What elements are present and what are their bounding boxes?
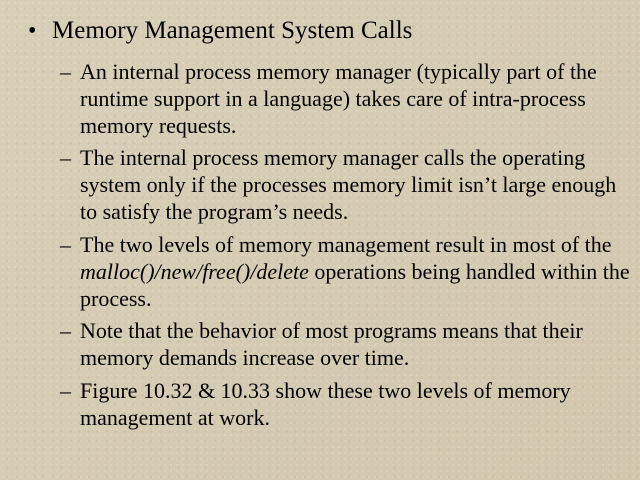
sub-bullet-text: An internal process memory manager (typically part of the runtime support in a language) takes care of intra-process memory requests. bbox=[80, 59, 597, 138]
dash-icon: – bbox=[60, 59, 71, 84]
bullet-dot-icon: • bbox=[28, 18, 37, 44]
list-item bbox=[60, 317, 635, 371]
sub-bullet-text bbox=[80, 231, 635, 312]
list-item bbox=[60, 144, 635, 225]
dash-icon: – bbox=[60, 231, 71, 257]
sub-bullet-text: Figure 10.32 & 10.33 show these two levels of memory management at work. bbox=[80, 377, 571, 430]
dash-icon: – bbox=[60, 145, 71, 171]
sub-bullet-list bbox=[60, 58, 635, 436]
dash-icon: – bbox=[60, 318, 71, 344]
list-item bbox=[60, 231, 635, 312]
slide-heading: Memory Management System Calls bbox=[52, 17, 413, 44]
text-after-italic: operations being handled within the process. bbox=[80, 258, 630, 311]
italic-function-names: malloc()/new/free()/delete bbox=[80, 258, 309, 284]
sub-bullet-text: Note that the behavior of most programs means that their memory demands increase over time. bbox=[80, 318, 583, 371]
list-item bbox=[60, 377, 635, 431]
main-bullet bbox=[28, 14, 412, 48]
list-item bbox=[60, 58, 635, 139]
sub-bullet-text: The internal process memory manager calls the operating system only if the processes memory limit isn’t large enough to satisfy the program’s needs. bbox=[80, 145, 617, 225]
text-before-italic: The two levels of memory management result in most of the bbox=[80, 231, 612, 257]
dash-icon: – bbox=[60, 377, 71, 403]
